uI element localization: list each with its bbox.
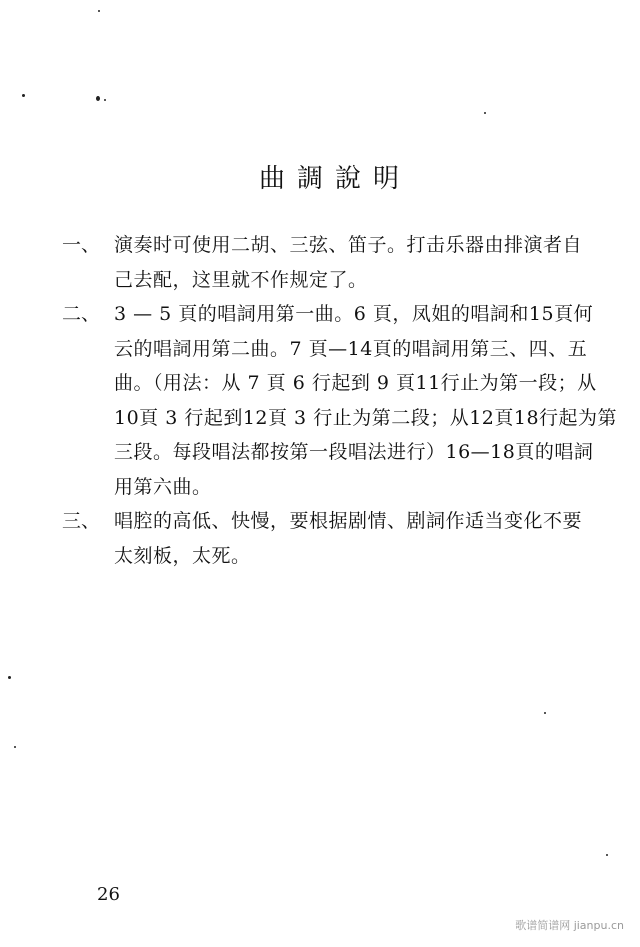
scan-speck [606,854,608,856]
scan-speck [96,96,100,101]
list-item-3 [62,504,618,573]
text-line: 太刻板，太死。 [114,544,251,567]
text-line: 唱腔的高低、快慢，要根据剧情、剧詞作适当变化不要 [114,510,583,532]
page-number: 26 [97,884,120,905]
item-text [114,297,618,504]
text-line: 己去配，这里就不作规定了。 [114,268,368,291]
item-text [114,228,618,297]
scan-speck [104,99,106,101]
scan-speck [484,112,486,114]
text-line: 三段。每段唱法都按第一段唱法进行）16—18頁的唱詞 [114,441,594,463]
text-line: 用第六曲。 [114,475,212,498]
text-line: 演奏时可使用二胡、三弦、笛子。打击乐器由排演者自 [114,234,583,256]
item-number: 三、 [62,510,101,532]
list-item-2 [62,297,618,504]
scan-speck [8,676,11,679]
scan-speck [22,94,25,97]
document-body [62,228,618,573]
text-line: 10頁 3 行起到12頁 3 行止为第二段；从12頁18行起为第 [114,406,618,429]
watermark-text: 歌谱简谱网 jianpu.cn [515,919,624,932]
scan-speck [98,10,100,12]
item-number: 二、 [62,303,101,325]
scan-speck [14,746,16,748]
list-item-1 [62,228,618,297]
text-line: 云的唱詞用第二曲。7 頁—14頁的唱詞用第三、四、五 [114,337,588,360]
item-text [114,504,618,573]
text-line: 3 — 5 頁的唱詞用第一曲。6 頁，凤姐的唱詞和15頁何 [114,303,594,325]
document-title: 曲調說明 [258,164,411,194]
item-number: 一、 [62,234,101,256]
text-line: 曲。（用法：从 7 頁 6 行起到 9 頁11行止为第一段；从 [114,372,597,394]
scan-speck [544,712,546,714]
